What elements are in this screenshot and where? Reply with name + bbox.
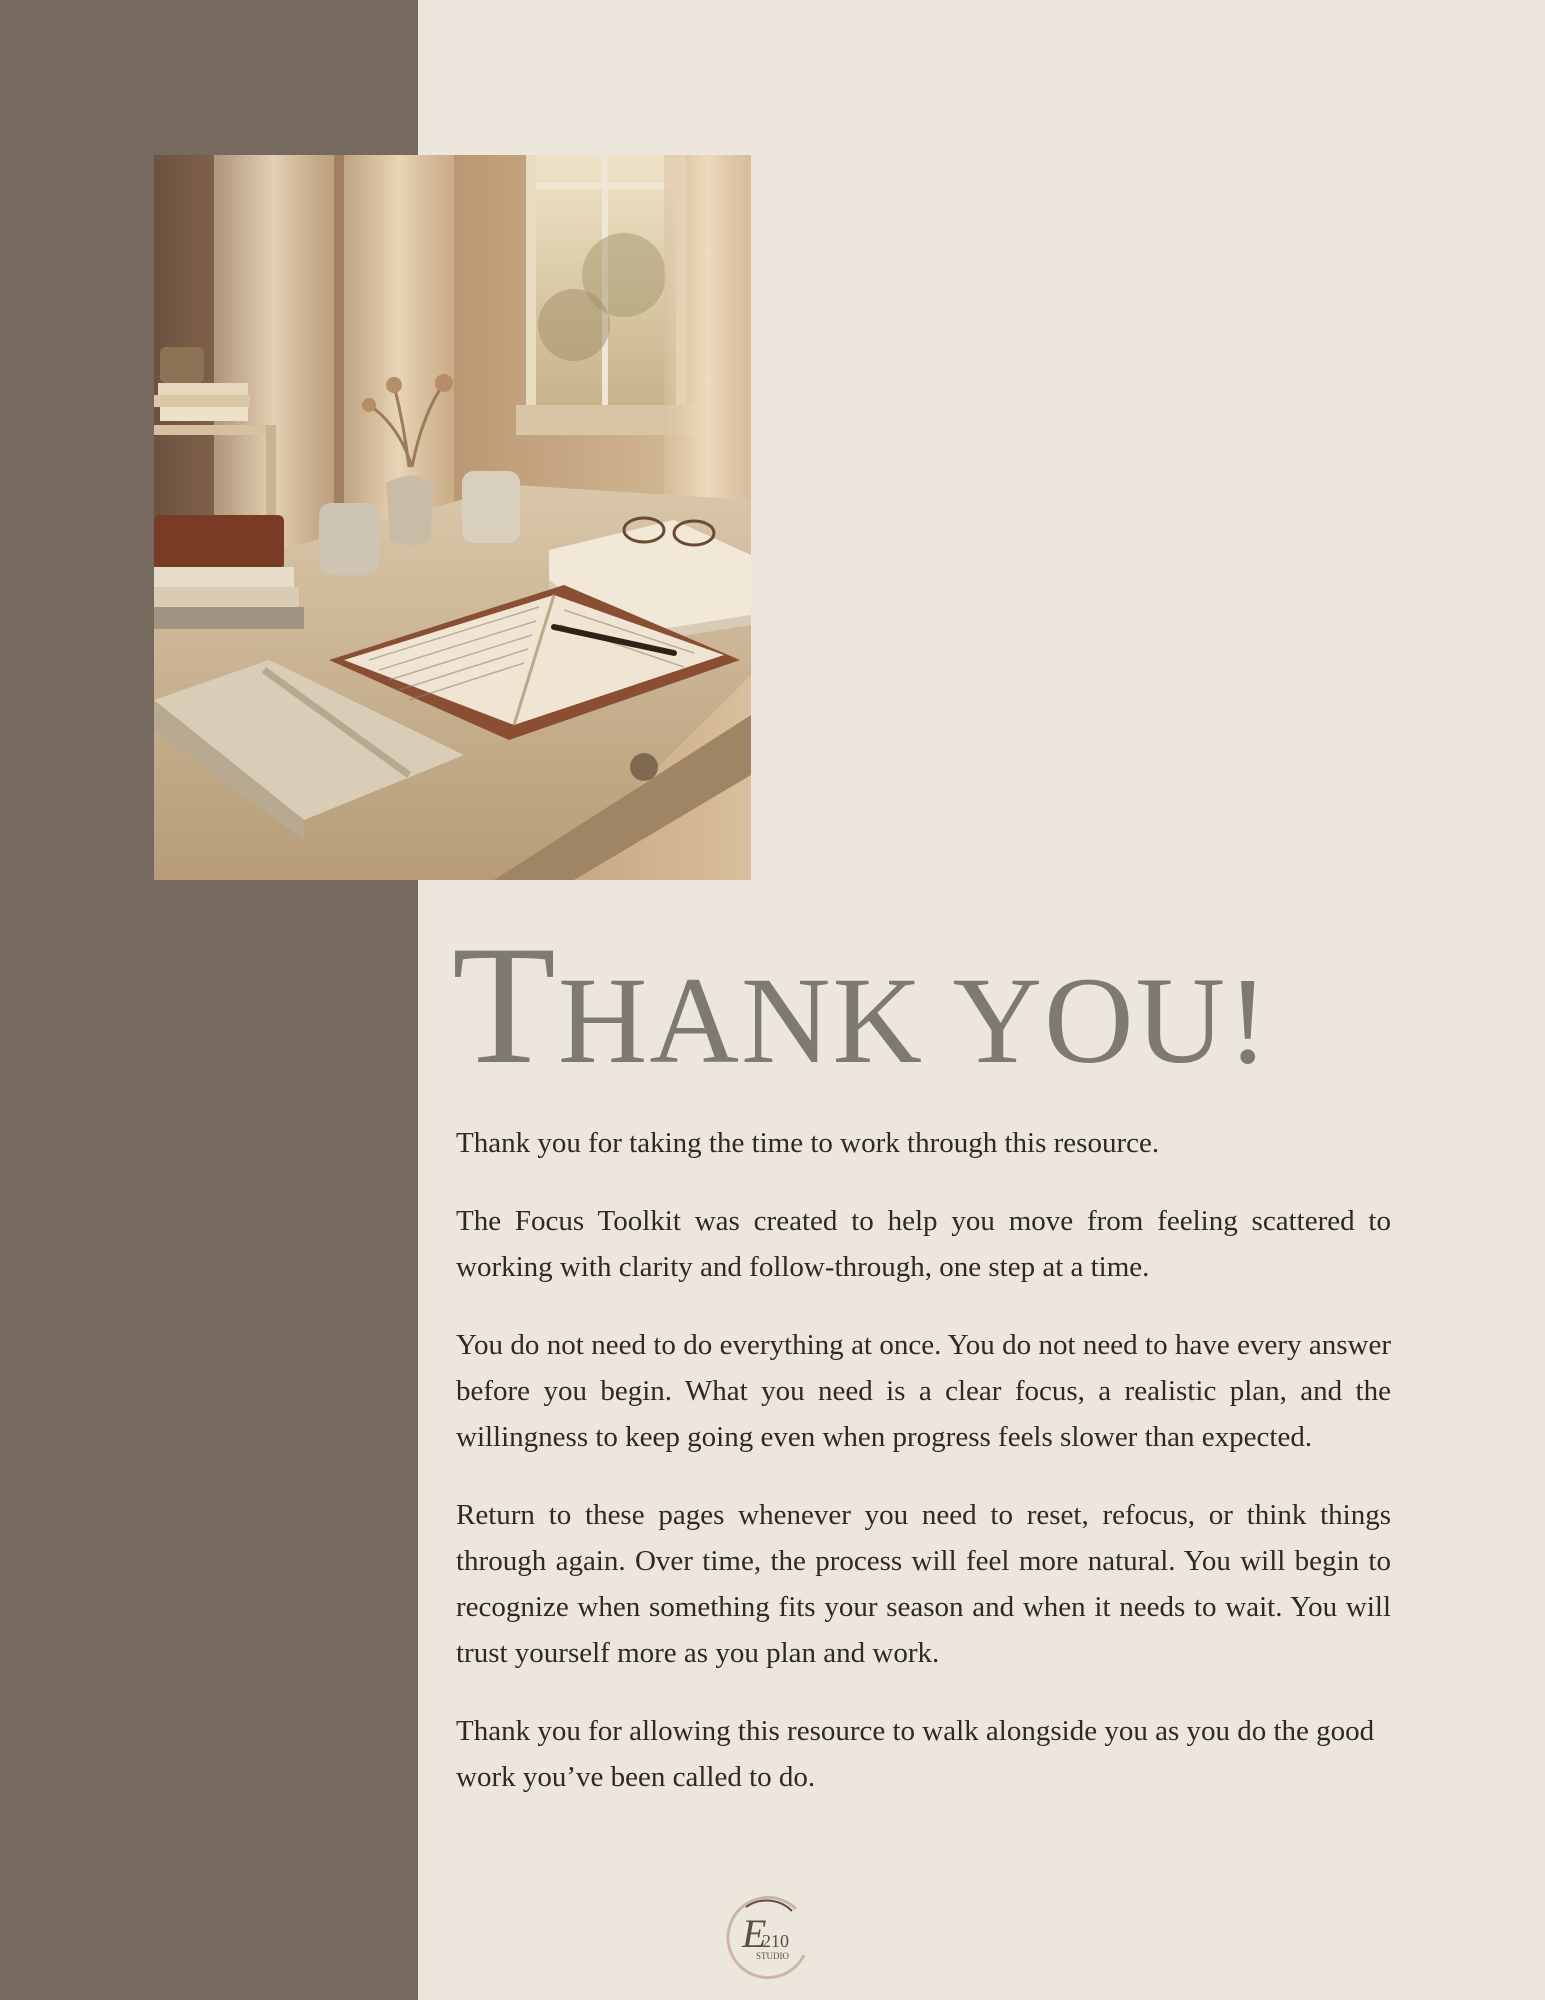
paragraph: Return to these pages whenever you need to reset, refocus, or think things through again. Over time, the process will feel more natural. You will begin to recognize when something fits your season and when it needs to wait. You will trust yourself more as you plan and work. bbox=[456, 1499, 1391, 1669]
paragraph: Thank you for allowing this resource to walk alongside you as you do the good work you’ve been called to do. bbox=[456, 1715, 1375, 1793]
message-body bbox=[456, 1120, 1391, 1832]
page-title bbox=[452, 905, 1452, 1121]
studio-logo bbox=[722, 1893, 814, 1987]
title-rest: HANK YOU! bbox=[557, 952, 1271, 1089]
logo-word: STUDIO bbox=[756, 1951, 789, 1961]
paragraph: You do not need to do everything at once. You do not need to have every answer before you begin. What you need is a clear focus, a realistic plan, and the willingness to keep going even when progress feels slower than expected. bbox=[456, 1329, 1391, 1453]
logo-number: 210 bbox=[762, 1931, 789, 1951]
logo-mark: E bbox=[742, 1911, 767, 1956]
title-initial: T bbox=[452, 911, 558, 1099]
paragraph: Thank you for taking the time to work through this resource. bbox=[456, 1127, 1160, 1159]
paragraph: The Focus Toolkit was created to help you move from feeling scattered to working with clarity and follow-through, one step at a time. bbox=[456, 1205, 1391, 1283]
desk-photo bbox=[154, 155, 751, 880]
